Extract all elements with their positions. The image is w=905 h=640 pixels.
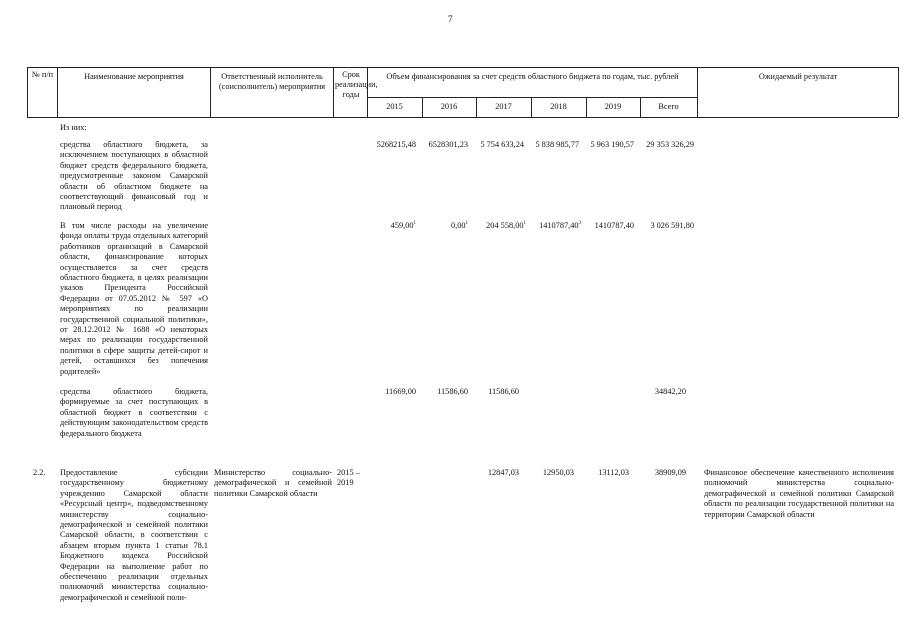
value-2019: 5 963 190,57 xyxy=(590,140,634,149)
value-2018: 12950,03 xyxy=(542,468,574,477)
value-text: 459,00 xyxy=(390,221,414,230)
value-text: 204 558,00 xyxy=(486,221,524,230)
table-row xyxy=(60,123,210,133)
row-number: 2.2. xyxy=(33,468,46,477)
value-2019: 1410787,40 xyxy=(594,221,634,230)
value-2017 xyxy=(474,221,526,231)
value-2016: 11586,60 xyxy=(437,387,468,396)
value-total: 38909,09 xyxy=(654,468,686,477)
row-term: 2015 – 2019 xyxy=(337,468,360,488)
col-num-header: № п/п xyxy=(31,70,54,79)
value-2017: 12847,03 xyxy=(487,468,519,477)
value-2017: 5 754 633,24 xyxy=(480,140,524,149)
value-2018 xyxy=(529,221,581,231)
footnote-mark: 1 xyxy=(413,221,416,226)
year-header: Всего xyxy=(658,102,679,111)
row-executor: Министерство социально-демографической и семейной политики Самарской области xyxy=(214,468,332,498)
page-number: 7 xyxy=(448,14,453,24)
row-name: средства областного бюджета, формируемые за счет поступающих в областной бюджет в соответствии с действующим законодательством средств федерального бюджета xyxy=(60,387,208,438)
col-financing-header: Объем финансирования за счет средств областного бюджета по годам, тыс. рублей xyxy=(386,72,679,81)
col-name-header: Наименование мероприятия xyxy=(84,72,184,81)
value-2018: 5 838 985,77 xyxy=(535,140,579,149)
year-header: 2019 xyxy=(604,102,622,111)
value-2019: 13112,03 xyxy=(598,468,629,477)
value-text: 1410787,40 xyxy=(539,221,579,230)
value-2017: 11586,60 xyxy=(488,387,519,396)
row-result: Финансовое обеспечение качественного исполнения полномочий министерства социально-демографической и семейной политики Самарской области по реализации государственной политики на территории Самарской области xyxy=(704,468,894,519)
row-name: В том числе расходы на увеличение фонда оплаты труда отдельных категорий работников организаций в Самарской области, финансирование которых осуществляется за счет средств областного бюджета, в целях реализации указов Президента Российской Федерации от 07.05.2012 № 597 «О мероприятиях по реализации государственной социальной политики», от 28.12.2012 № 1688 «О некоторых мерах по реализации государственной политики в сфере защиты детей-сирот и детей, оставшихся без попечения родителей» xyxy=(60,221,208,376)
value-2015: 5268215,48 xyxy=(376,140,416,149)
year-header: 2018 xyxy=(550,102,567,111)
year-header: 2016 xyxy=(440,102,458,111)
value-2016 xyxy=(422,221,468,231)
year-header: 2017 xyxy=(495,102,512,111)
value-text: 0,00 xyxy=(450,221,466,230)
col-term-header: Срок реализации, годы xyxy=(335,70,378,99)
footnote-mark: 1 xyxy=(465,221,468,226)
year-header: 2015 xyxy=(386,102,403,111)
row-name: Предоставление субсидии государственному бюджетному учреждению Самарской области «Ресурсный центр», подведомственному министерству социально-демографической и семейной политики Самарской области, в соответствии с абзацем вторым пункта 1 статьи 78.1 Бюджетного кодекса Российской Федерации на выполнение работ по обеспечению реализации отдельных полномочий министерства социально-демографической и семейной поли- xyxy=(60,468,208,602)
value-total: 3 026 591,80 xyxy=(650,221,694,230)
col-result-header: Ожидаемый результат xyxy=(758,72,838,81)
value-2016: 6528301,23 xyxy=(428,140,468,149)
row-name: Из них: xyxy=(60,123,87,132)
footnote-mark: 3 xyxy=(578,221,581,226)
value-2015: 11669,00 xyxy=(385,387,416,396)
value-2015 xyxy=(367,221,416,231)
value-total: 34842,20 xyxy=(654,387,686,396)
col-executor-header: Ответственный исполнитель (соисполнитель) мероприятия xyxy=(218,72,326,91)
value-total: 29 353 326,29 xyxy=(646,140,694,149)
footnote-mark: 1 xyxy=(523,221,526,226)
row-name: средства областного бюджета, за исключением поступающих в областной бюджет средств федерального бюджета, предусмотренные законом Самарской области об областном бюджете на соответствующий финансовый год и плановый период xyxy=(60,140,208,212)
